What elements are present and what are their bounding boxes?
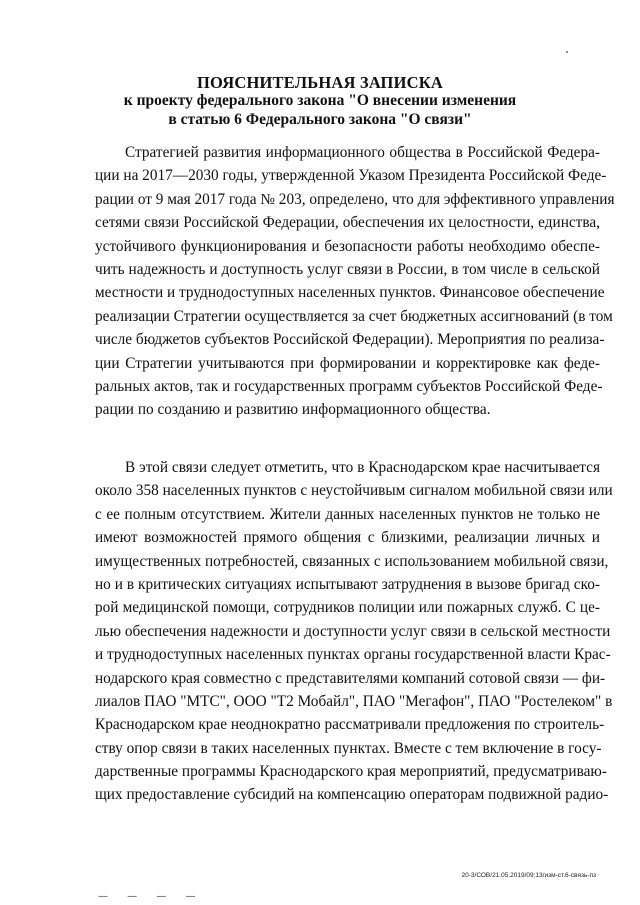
text-line: имущественных потребностей, связанных с использованием мобильной связи, — [95, 552, 609, 570]
text-line: местности и труднодоступных населенных пунктов. Финансовое обеспечение — [95, 284, 605, 302]
text-line: Стратегией развития информационного общества в Российской Федера- — [125, 144, 600, 161]
text-line: ции на 2017—2030 годы, утвержденной Указом Президента Российской Феде- — [95, 167, 607, 185]
text-line: рации от 9 мая 2017 года № 203, определено, что для эффективного управления — [95, 190, 615, 208]
paragraph-2 — [95, 456, 613, 807]
paragraph-1 — [95, 141, 615, 422]
document-subtitle-line1: к проекту федерального закона "О внесении изменения — [123, 92, 517, 109]
text-line: рой медицинской помощи, сотрудников полиции или пожарных служб. С це- — [95, 599, 600, 617]
text-line: реализации Стратегии осуществляется за счет бюджетных ассигнований (в том — [95, 307, 613, 325]
text-line: нодарского края совместно с представителями компаний сотовой связи — фи- — [95, 669, 606, 687]
text-line: рации по созданию и развитию информационного общества. — [95, 401, 491, 419]
text-line: но и в критических ситуациях испытывают затруднения в вызове бригад ско- — [95, 575, 600, 593]
text-line: около 358 населенных пунктов с неустойчивым сигналом мобильной связи или — [95, 482, 613, 500]
text-line: В этой связи следует отметить, что в Краснодарском крае насчитывается — [125, 459, 600, 476]
text-line: числе бюджетов субъектов Российской Федерации). Мероприятия по реализа- — [95, 331, 605, 349]
text-line: ству опор связи в таких населенных пунктах. Вместе с тем включение в госу- — [95, 739, 602, 757]
text-line: щих предоставление субсидий на компенсацию операторам подвижной радио- — [95, 786, 609, 804]
bottom-marks: — — — — — [98, 891, 204, 902]
text-line: ральных актов, так и государственных программ субъектов Российской Феде- — [95, 377, 603, 395]
document-subtitle-line2: в статью 6 Федерального закона "О связи" — [168, 111, 472, 128]
text-line: лью обеспечения надежности и доступности услуг связи в сельской местности — [95, 622, 611, 640]
text-line: лиалов ПАО "МТС", ООО "Т2 Мобайл", ПАО "Мегафон", ПАО "Ростелеком" в — [95, 692, 613, 710]
text-line: устойчивого функционирования и безопасности работы необходимо обеспе- — [95, 237, 600, 255]
scan-speck — [566, 51, 568, 53]
text-line: с ее полным отсутствием. Жители данных населенных пунктов не только не — [95, 505, 600, 523]
text-line: и труднодоступных населенных пунктах органы государственной власти Крас- — [95, 646, 611, 664]
text-line: дарственные программы Краснодарского края мероприятий, предусматриваю- — [95, 763, 607, 781]
document-title: ПОЯСНИТЕЛЬНАЯ ЗАПИСКА — [196, 73, 443, 92]
text-line: сетями связи Российской Федерации, обеспечения их целостности, единства, — [95, 214, 600, 232]
text-line: имеют возможностей прямого общения с близкими, реализации личных и — [95, 529, 600, 547]
text-line: чить надежность и доступность услуг связи в России, в том числе в сельской — [95, 260, 600, 278]
text-line: ции Стратегии учитываются при формировании и корректировке как феде- — [95, 354, 600, 372]
file-reference: 20-3/СОВ/21.05.2019/09:13/изм-ст.6-связь-пз — [461, 872, 596, 879]
text-line: Краснодарском крае неоднократно рассматривали предложения по строитель- — [95, 716, 605, 734]
